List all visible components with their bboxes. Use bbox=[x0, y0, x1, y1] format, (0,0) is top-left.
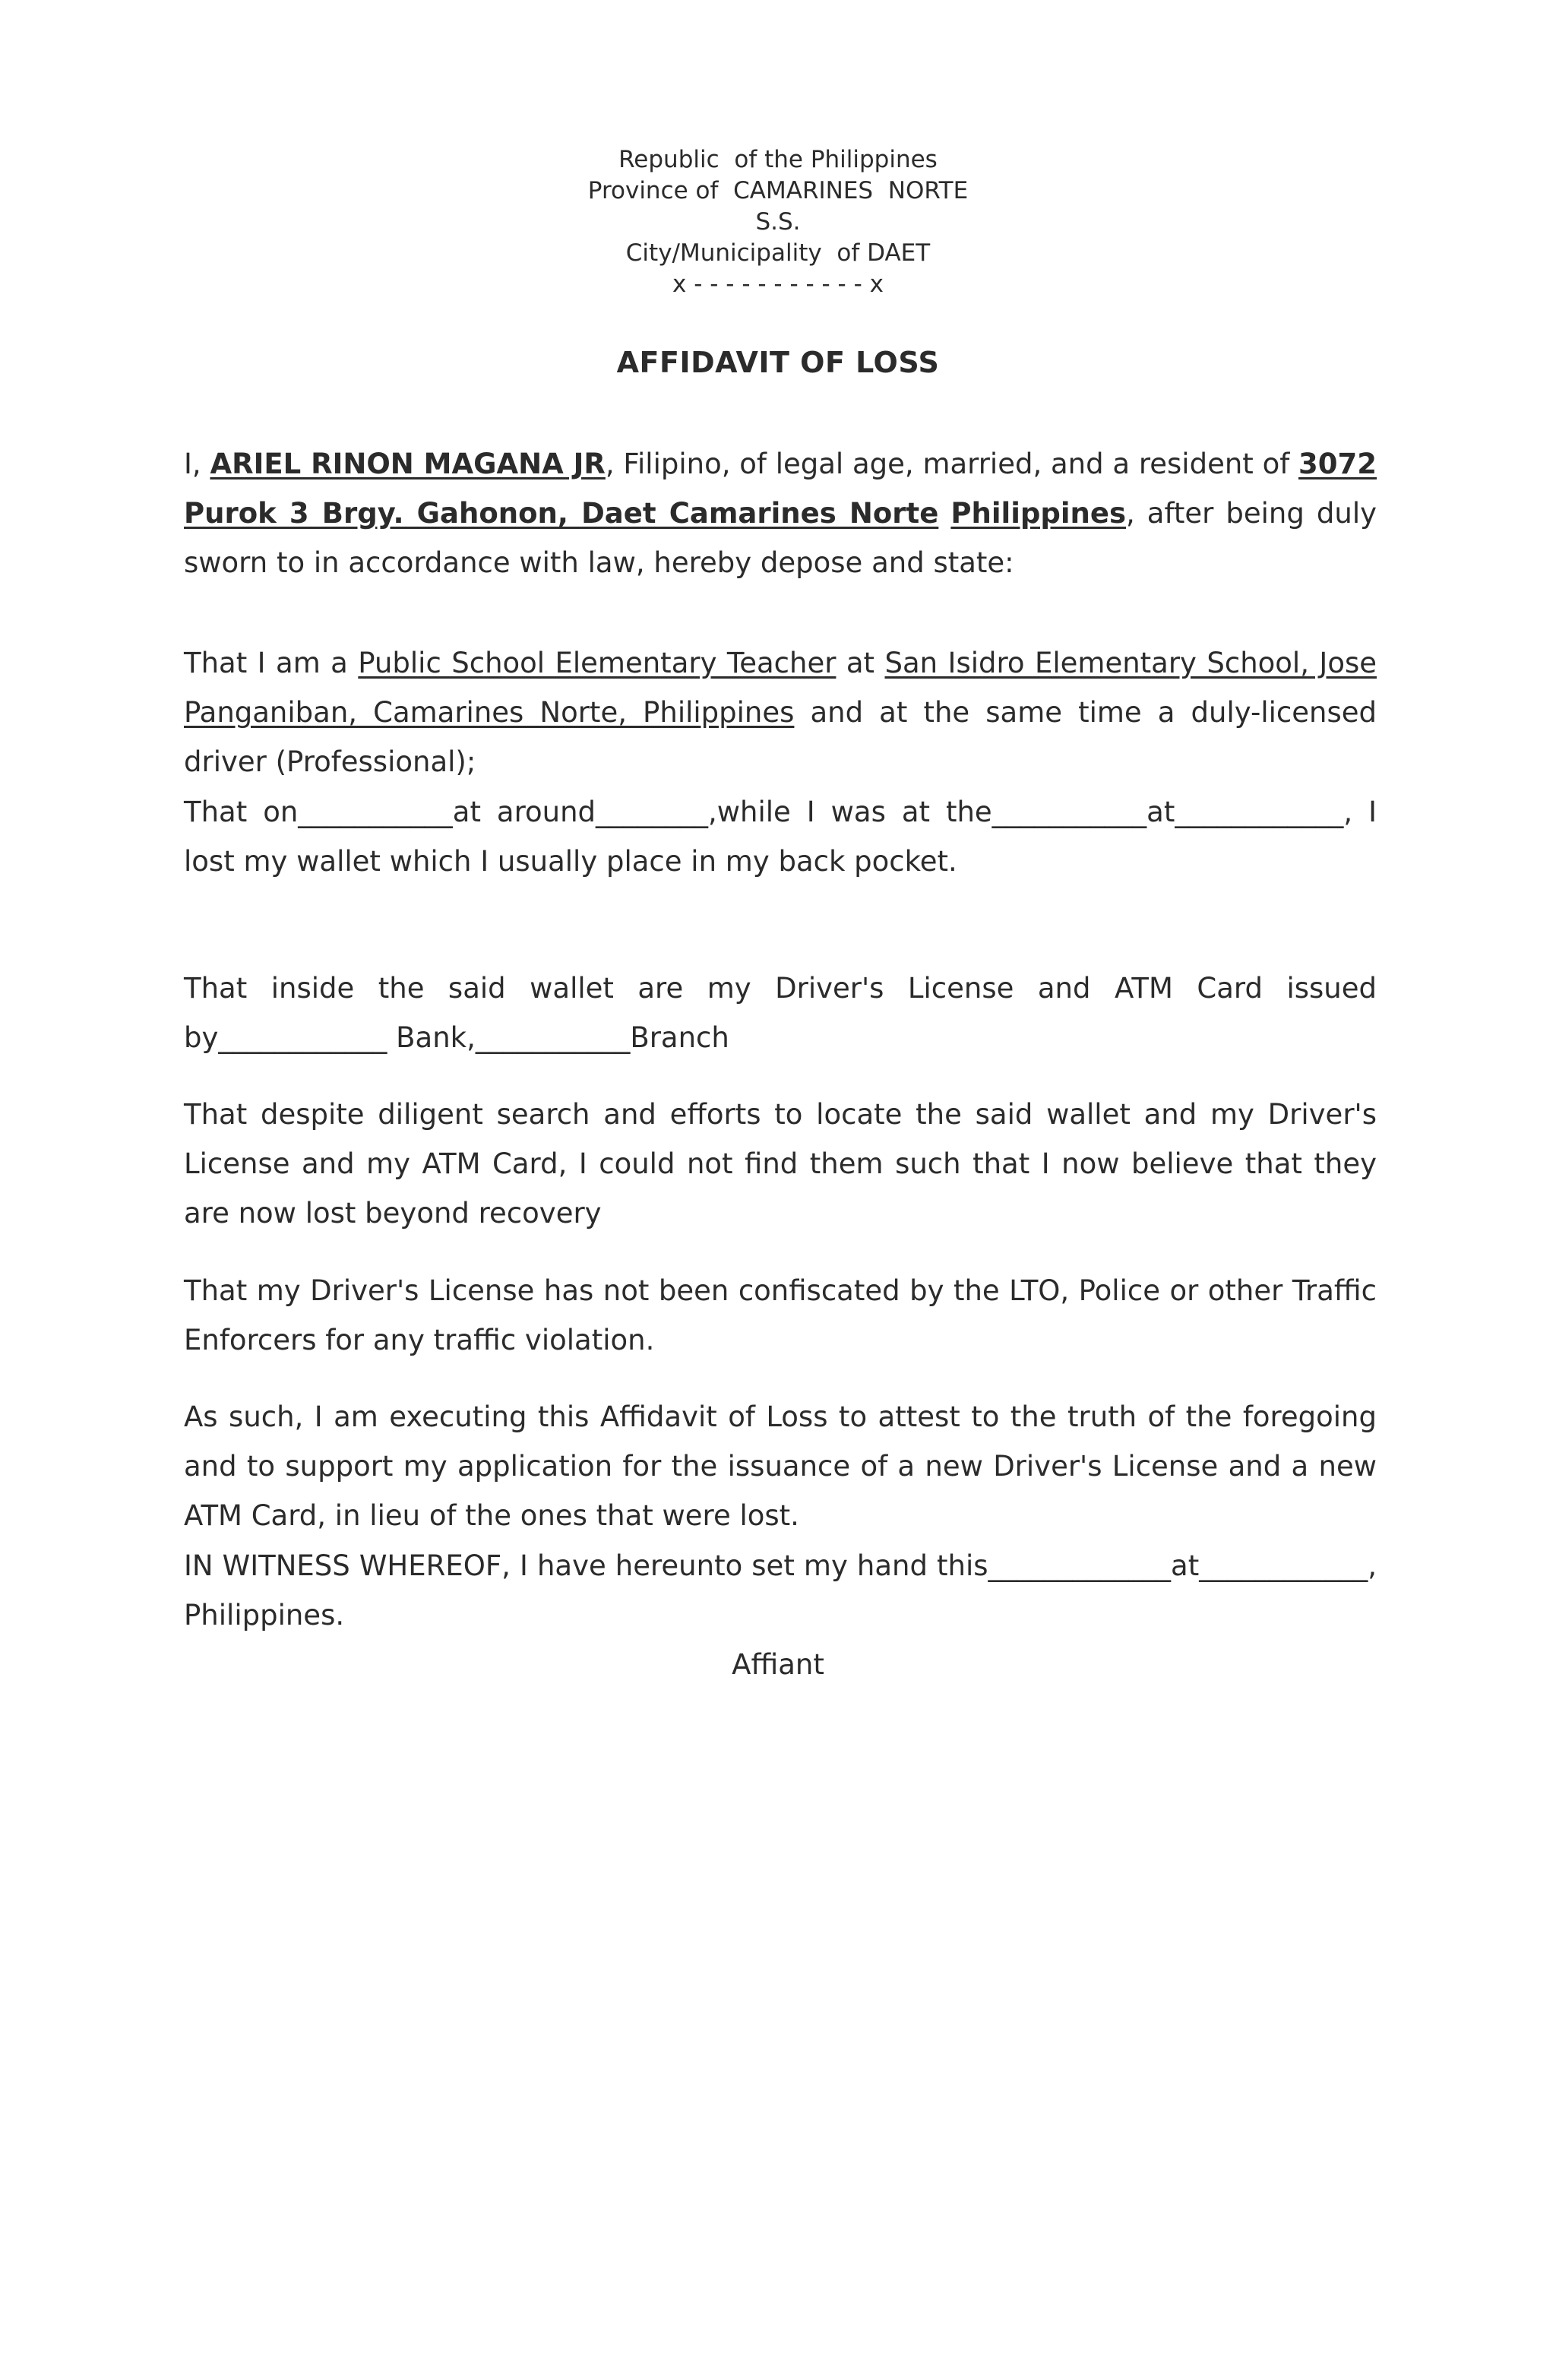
header-republic: Republic of the Philippines bbox=[618, 146, 938, 173]
header-separator: x - - - - - - - - - - - x bbox=[672, 271, 884, 298]
header-ss: S.S. bbox=[755, 208, 801, 236]
affiant-country: Philippines bbox=[950, 497, 1126, 530]
purpose-paragraph: As such, I am executing this Affidavit of Loss to attest to the truth of the foregoing and to support my application for the issuance of a new Driver's License and a new ATM Card, in lieu of the ones that were lost. bbox=[184, 1400, 1377, 1532]
affiant-signature-label: Affiant bbox=[732, 1648, 824, 1681]
confiscation-paragraph: That my Driver's License has not been confiscated by the LTO, Police or other Traffic Enforcers for any traffic violation. bbox=[184, 1274, 1377, 1356]
affiant-name: ARIEL RINON MAGANA JR bbox=[210, 448, 606, 480]
document-header bbox=[0, 144, 1556, 300]
witness-paragraph: IN WITNESS WHEREOF, I have hereunto set my hand this_____________at____________, Philippines. bbox=[184, 1549, 1377, 1632]
document-title: AFFIDAVIT OF LOSS bbox=[616, 346, 940, 379]
header-province: Province of CAMARINES NORTE bbox=[587, 177, 969, 204]
search-paragraph: That despite diligent search and efforts to locate the said wallet and my Driver's License and my ATM Card, I could not find them such that I now believe that they are now lost beyond recovery bbox=[184, 1098, 1377, 1230]
wallet-contents-paragraph: That inside the said wallet are my Driver's License and ATM Card issued by____________ Bank,___________Branch bbox=[184, 972, 1377, 1054]
affiant-address: 3072 Purok 3 Brgy. Gahonon, Daet Camarines Norte bbox=[184, 448, 1377, 530]
intro-text-3 bbox=[938, 497, 950, 530]
incident-paragraph: That on___________at around________,while I was at the___________at____________, I lost my wallet which I usually place in my back pocket. bbox=[184, 796, 1377, 878]
intro-text-4: , after being duly sworn to in accordance with law, hereby depose and state: bbox=[184, 497, 1377, 579]
workplace: San Isidro Elementary School, Jose Panganiban, Camarines Norte, Philippines bbox=[184, 647, 1377, 729]
header-city: City/Municipality of DAET bbox=[625, 239, 931, 267]
intro-text-2: , Filipino, of legal age, married, and a resident of bbox=[605, 448, 1299, 480]
occupation-text-1: That I am a bbox=[184, 647, 359, 679]
occupation-paragraph bbox=[184, 638, 1377, 786]
occupation-text-3: and at the same time a duly-licensed driver (Professional); bbox=[184, 696, 1377, 778]
intro-paragraph bbox=[184, 439, 1377, 587]
occupation: Public School Elementary Teacher bbox=[358, 647, 837, 679]
intro-text-1: I, bbox=[184, 448, 210, 480]
occupation-text-2: at bbox=[836, 647, 885, 679]
